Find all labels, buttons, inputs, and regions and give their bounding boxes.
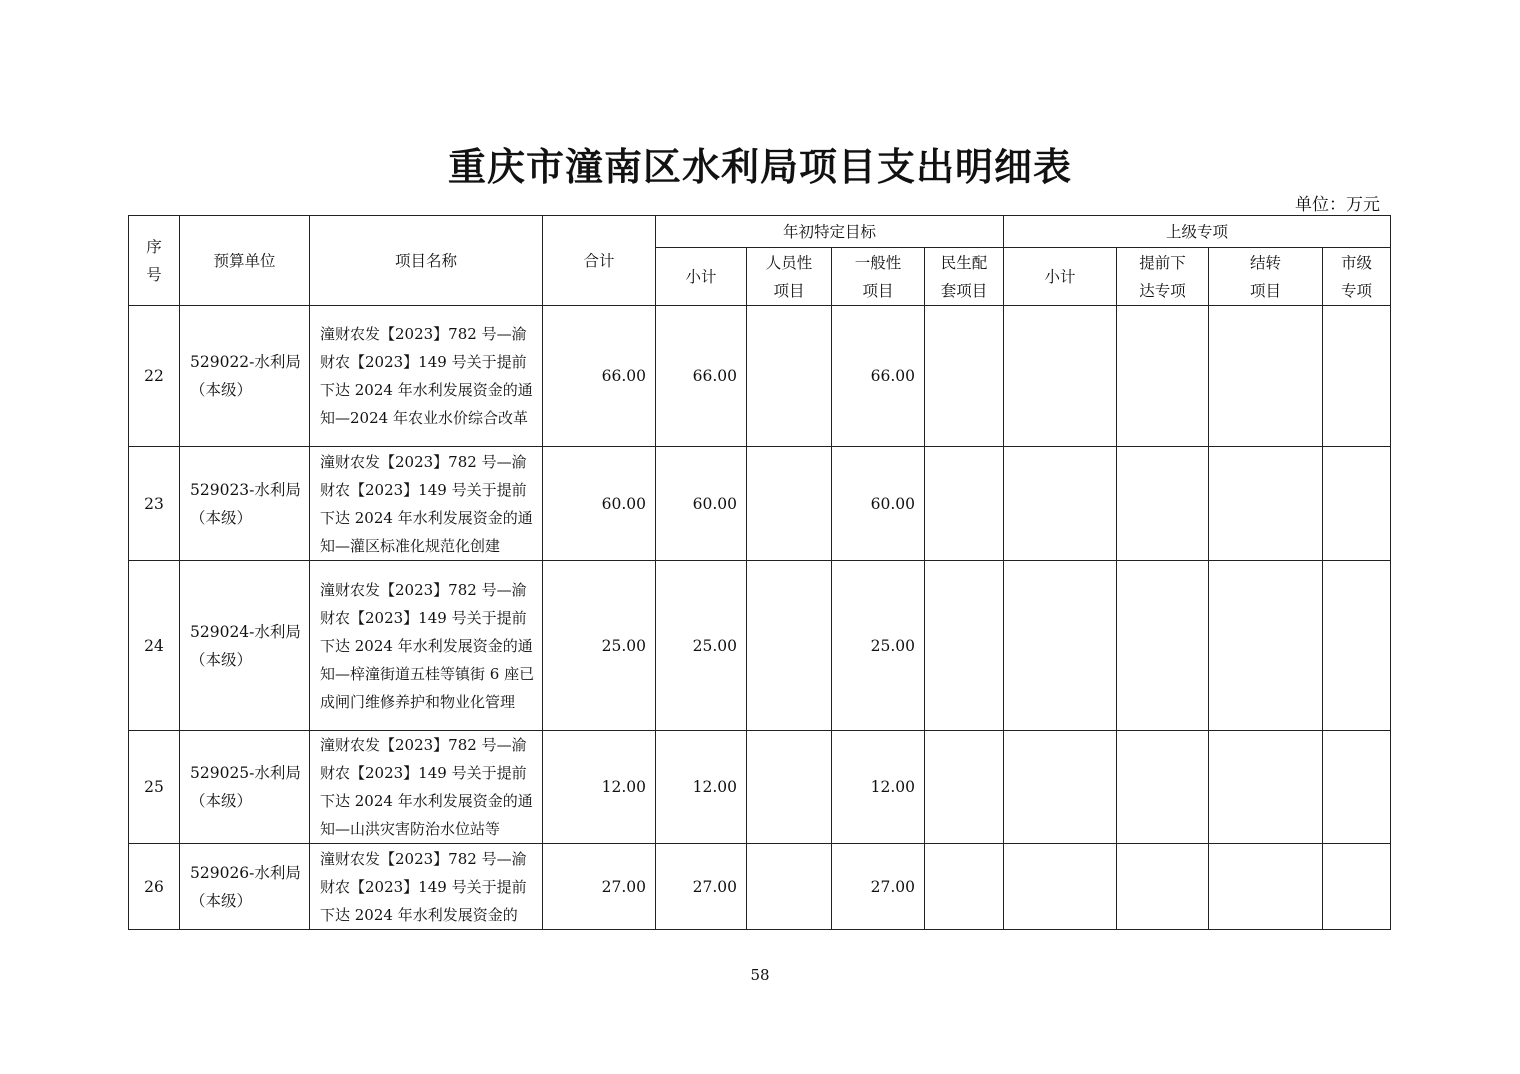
cell-carryover — [1209, 447, 1323, 561]
cell-livelihood — [925, 731, 1004, 844]
header-city-line2: 专项 — [1341, 281, 1373, 300]
table-row — [129, 306, 1391, 447]
cell-total: 25.00 — [543, 561, 656, 731]
header-budget-unit: 预算单位 — [180, 216, 310, 306]
header-city-line1: 市级 — [1341, 253, 1373, 272]
cell-unit-code: 529026-水利局 — [190, 863, 301, 882]
cell-city — [1323, 561, 1391, 731]
cell-unit-level: （本级） — [190, 792, 253, 810]
cell-general: 25.00 — [832, 561, 925, 731]
cell-budget-unit — [180, 447, 310, 561]
cell-livelihood — [925, 844, 1004, 930]
cell-personnel — [747, 561, 832, 731]
header-carryover-line2: 项目 — [1250, 281, 1282, 300]
cell-superior-subtotal — [1004, 447, 1117, 561]
cell-budget-unit — [180, 306, 310, 447]
header-livelihood-line1: 民生配 — [940, 253, 988, 272]
cell-advance — [1117, 447, 1209, 561]
cell-subtotal: 60.00 — [656, 447, 747, 561]
cell-superior-subtotal — [1004, 731, 1117, 844]
cell-seq: 25 — [129, 731, 180, 844]
cell-unit-code: 529024-水利局 — [190, 622, 301, 641]
cell-subtotal: 12.00 — [656, 731, 747, 844]
header-subtotal-superior: 小计 — [1004, 248, 1117, 306]
cell-carryover — [1209, 731, 1323, 844]
cell-total: 66.00 — [543, 306, 656, 447]
cell-unit-level: （本级） — [190, 891, 253, 910]
cell-subtotal: 27.00 — [656, 844, 747, 930]
cell-advance — [1117, 844, 1209, 930]
header-city — [1323, 248, 1391, 306]
cell-city — [1323, 306, 1391, 447]
cell-unit-code: 529022-水利局 — [190, 353, 301, 371]
cell-project-name: 潼财农发【2023】782 号—渝财农【2023】149 号关于提前下达 2024 年水利发展资金的 — [310, 844, 543, 930]
cell-unit-level: （本级） — [190, 381, 253, 399]
cell-advance — [1117, 731, 1209, 844]
header-livelihood-line2: 套项目 — [940, 281, 988, 300]
cell-seq: 24 — [129, 561, 180, 731]
cell-unit-code: 529023-水利局 — [190, 480, 301, 499]
header-livelihood — [925, 248, 1004, 306]
table-row — [129, 731, 1391, 844]
page-title: 重庆市潼南区水利局项目支出明细表 — [447, 144, 1072, 189]
page-number: 58 — [750, 966, 770, 984]
cell-unit-level: （本级） — [190, 508, 253, 527]
cell-superior-subtotal — [1004, 306, 1117, 447]
header-carryover — [1209, 248, 1323, 306]
header-project-name: 项目名称 — [310, 216, 543, 306]
table-row — [129, 844, 1391, 930]
cell-advance — [1117, 306, 1209, 447]
cell-carryover — [1209, 306, 1323, 447]
header-seq — [129, 216, 180, 306]
cell-general: 66.00 — [832, 306, 925, 447]
cell-city — [1323, 731, 1391, 844]
header-subtotal: 小计 — [656, 248, 747, 306]
cell-project-name: 潼财农发【2023】782 号—渝财农【2023】149 号关于提前下达 2024 年水利发展资金的通知—梓潼街道五桂等镇街 6 座已成闸门维修养护和物业化管理 — [310, 561, 543, 731]
cell-seq: 22 — [129, 306, 180, 447]
cell-seq: 23 — [129, 447, 180, 561]
cell-general: 27.00 — [832, 844, 925, 930]
cell-seq: 26 — [129, 844, 180, 930]
header-advance-line1: 提前下 — [1139, 253, 1186, 272]
header-personnel-line2: 项目 — [773, 281, 805, 300]
header-carryover-line1: 结转 — [1250, 253, 1282, 272]
header-seq-line2: 号 — [146, 265, 162, 284]
cell-personnel — [747, 306, 832, 447]
header-personnel — [747, 248, 832, 306]
header-general-line2: 项目 — [862, 281, 894, 300]
unit-label: 单位：万元 — [1295, 195, 1380, 215]
header-advance-line2: 达专项 — [1139, 281, 1186, 300]
cell-advance — [1117, 561, 1209, 731]
cell-personnel — [747, 731, 832, 844]
table-row — [129, 561, 1391, 731]
cell-budget-unit — [180, 844, 310, 930]
cell-city — [1323, 844, 1391, 930]
cell-budget-unit — [180, 561, 310, 731]
cell-project-name: 潼财农发【2023】782 号—渝财农【2023】149 号关于提前下达 2024 年水利发展资金的通知—灌区标准化规范化创建 — [310, 447, 543, 561]
cell-project-name: 潼财农发【2023】782 号—渝财农【2023】149 号关于提前下达 2024 年水利发展资金的通知—2024 年农业水价综合改革 — [310, 306, 543, 447]
cell-superior-subtotal — [1004, 844, 1117, 930]
cell-total: 27.00 — [543, 844, 656, 930]
cell-budget-unit — [180, 731, 310, 844]
cell-carryover — [1209, 561, 1323, 731]
cell-personnel — [747, 844, 832, 930]
header-general-line1: 一般性 — [854, 253, 902, 272]
cell-unit-level: （本级） — [190, 650, 253, 669]
table-row — [129, 447, 1391, 561]
header-general — [832, 248, 925, 306]
header-total: 合计 — [543, 216, 656, 306]
cell-subtotal: 66.00 — [656, 306, 747, 447]
header-personnel-line1: 人员性 — [765, 253, 813, 272]
cell-superior-subtotal — [1004, 561, 1117, 731]
expenditure-table — [128, 215, 1391, 930]
cell-subtotal: 25.00 — [656, 561, 747, 731]
cell-personnel — [747, 447, 832, 561]
cell-general: 12.00 — [832, 731, 925, 844]
cell-project-name: 潼财农发【2023】782 号—渝财农【2023】149 号关于提前下达 2024 年水利发展资金的通知—山洪灾害防治水位站等 — [310, 731, 543, 844]
cell-total: 12.00 — [543, 731, 656, 844]
cell-livelihood — [925, 561, 1004, 731]
cell-city — [1323, 447, 1391, 561]
header-group-superior: 上级专项 — [1004, 216, 1391, 248]
cell-livelihood — [925, 306, 1004, 447]
header-seq-line1: 序 — [146, 237, 162, 256]
cell-general: 60.00 — [832, 447, 925, 561]
cell-total: 60.00 — [543, 447, 656, 561]
header-group-initial: 年初特定目标 — [656, 216, 1004, 248]
header-advance — [1117, 248, 1209, 306]
cell-livelihood — [925, 447, 1004, 561]
cell-unit-code: 529025-水利局 — [190, 764, 301, 782]
cell-carryover — [1209, 844, 1323, 930]
